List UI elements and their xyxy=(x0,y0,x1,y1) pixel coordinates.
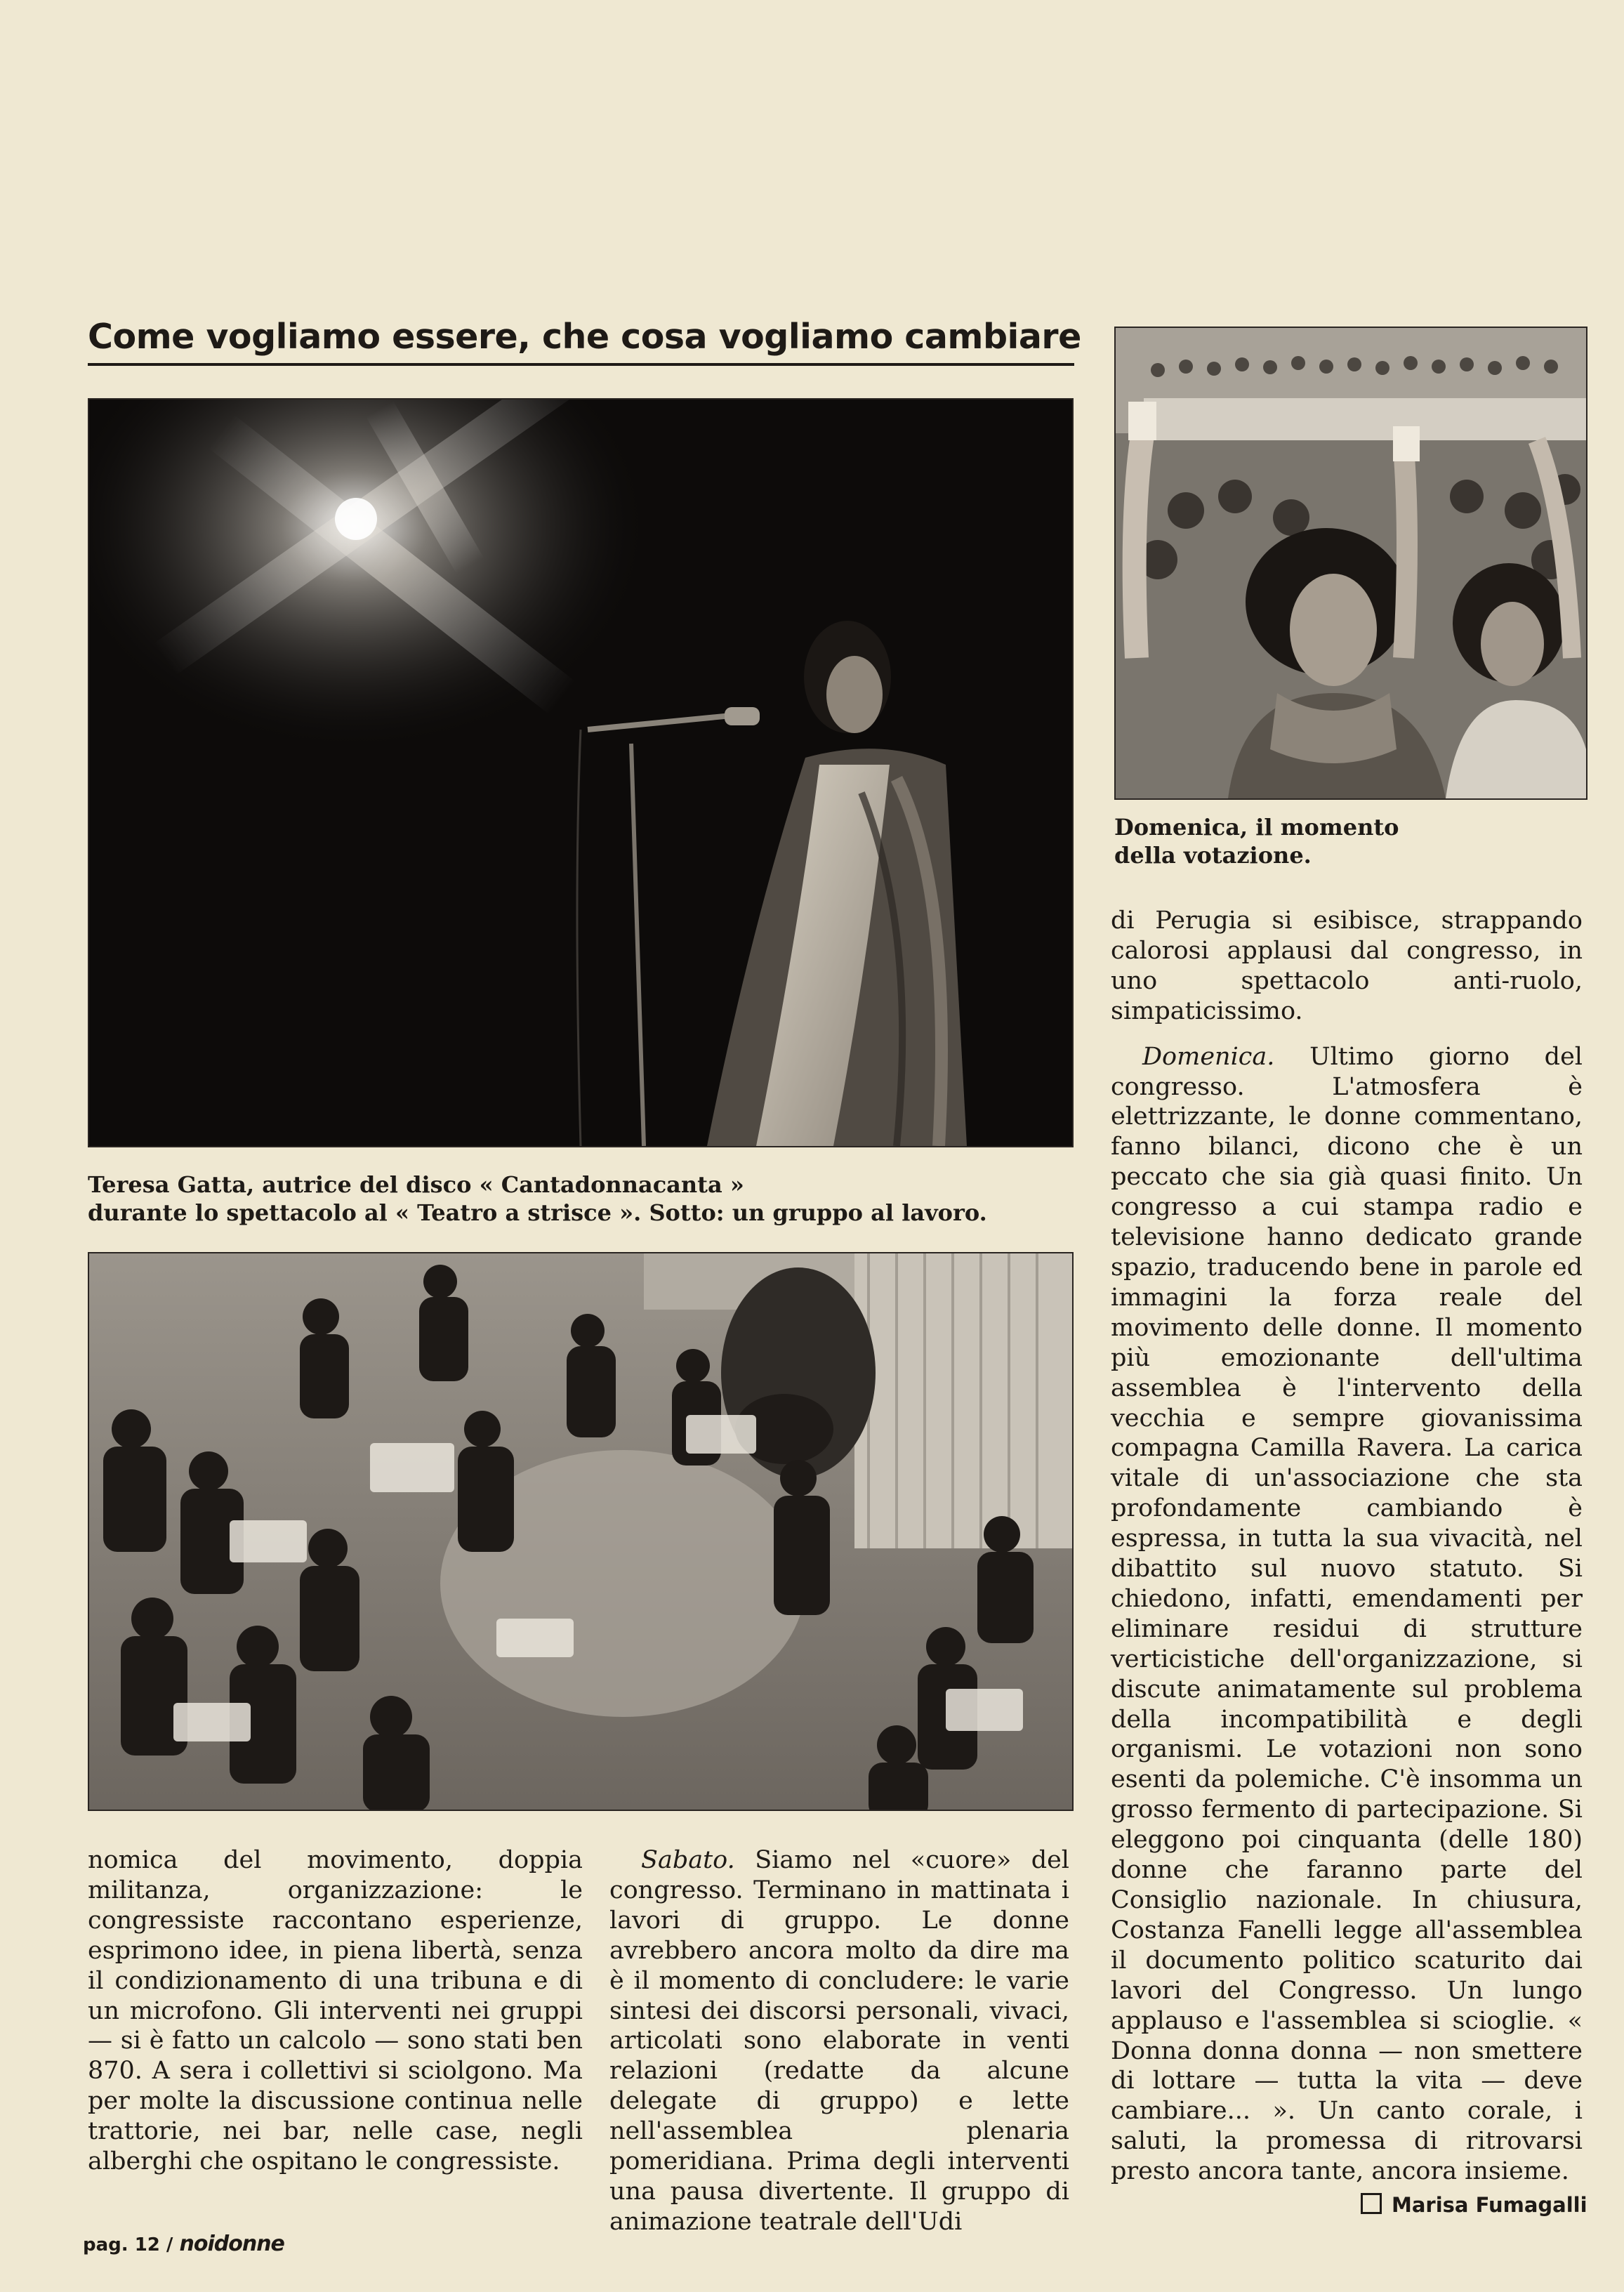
spotlight-icon xyxy=(335,498,377,540)
sabato-text: Siamo nel «cuore» del congresso. Terminano in mattinata i lavori di gruppo. Le donne avrebbero ancora molto da dire ma è il momento di concludere: le varie sintesi dei discorsi personali, vivaci, articolati sono elaborate in venti relazioni (redatte da alcune delegate di gruppo) e lette nell'assemblea plenaria pomeridiana. Prima degli interventi una pausa divertente. Il gruppo di animazione teatrale dell'Udi xyxy=(609,1846,1069,2236)
concert-caption-line1: Teresa Gatta, autrice del disco « Cantadonnacanta » xyxy=(88,1171,744,1198)
article-paragraph: di Perugia si esibisce, strappando calorosi applausi dal congresso, in uno spettacolo anti-ruolo, simpaticissimo. xyxy=(1111,907,1583,1025)
sabato-paragraph xyxy=(609,1845,1069,2237)
domenica-label: Domenica. xyxy=(1142,1042,1275,1071)
sabato-label: Sabato. xyxy=(641,1846,735,1874)
page-footer xyxy=(83,2232,284,2256)
article-column-left xyxy=(88,1845,583,2177)
domenica-text: Ultimo giorno del congresso. L'atmosfera è elettrizzante, le donne commentano, fanno bilanci, dicono che è un peccato che sia già quasi finito. Un congresso a cui stampa radio e televisione hanno dedicato grande spazio, traducendo bene in parole ed immagini la forza reale del movimento delle donne. Il momento più emozionante dell'ultima assemblea è l'intervento della vecchia e sempre giovanissima compagna Camilla Ravera. La carica vitale di un'associazione che sta profondamente cambiando è espressa, in tutta la sua vivacità, nel dibattito sul nuovo statuto. Si chiedono, infatti, emendamenti per eliminare residui di strutture verticistiche dell'organizzazione, si discute animatamente sul problema della incompatibilità e degli organismi. Le votazioni non sono esenti da polemiche. C'è insomma un grosso fermento di partecipazione. Si eleggono poi cinquanta (delle 180) donne che faranno parte del Consiglio nazionale. In chiusura, Costanza Fanelli legge all'assemblea il documento politico scaturito dai lavori del Congresso. Un lungo applauso e l'assemblea si scioglie. « Donna donna donna — non smettere di lottare — tutta la vita — deve cambiare... ». Un canto corale, i saluti, la promessa di ritrovarsi presto ancora tante, ancora insieme. xyxy=(1111,1042,1583,2186)
vote-caption-line2: della votazione. xyxy=(1114,842,1312,869)
article-paragraph: nomica del movimento, doppia militanza, organizzazione: le congressiste raccontano esperienze, esprimono idee, in piena libertà, senza il condizionamento di una tribuna e di un microfono. Gli interventi nei gruppi — si è fatto un calcolo — sono stati ben 870. A sera i collettivi si sciolgono. Ma per molte la discussione continua nelle trattorie, nei bar, nelle case, negli alberghi che ospitano le congressiste. xyxy=(88,1846,583,2176)
end-square-icon xyxy=(1361,2193,1382,2214)
article-column-middle xyxy=(609,1845,1069,2237)
domenica-paragraph xyxy=(1111,1042,1583,2187)
headline: Come vogliamo essere, che cosa vogliamo cambiare xyxy=(88,312,1074,366)
group-photo xyxy=(88,1252,1074,1811)
article-column-right xyxy=(1111,906,1583,2187)
concert-photo xyxy=(88,398,1074,1147)
magazine-name: noidonne xyxy=(179,2232,284,2256)
page-number: pag. 12 / xyxy=(83,2234,173,2255)
vote-caption-line1: Domenica, il momento xyxy=(1114,814,1399,841)
author-name: Marisa Fumagalli xyxy=(1392,2193,1587,2217)
concert-caption-line2: durante lo spettacolo al « Teatro a strisce ». Sotto: un gruppo al lavoro. xyxy=(88,1199,987,1226)
byline xyxy=(1361,2191,1587,2219)
vote-photo xyxy=(1114,327,1587,800)
